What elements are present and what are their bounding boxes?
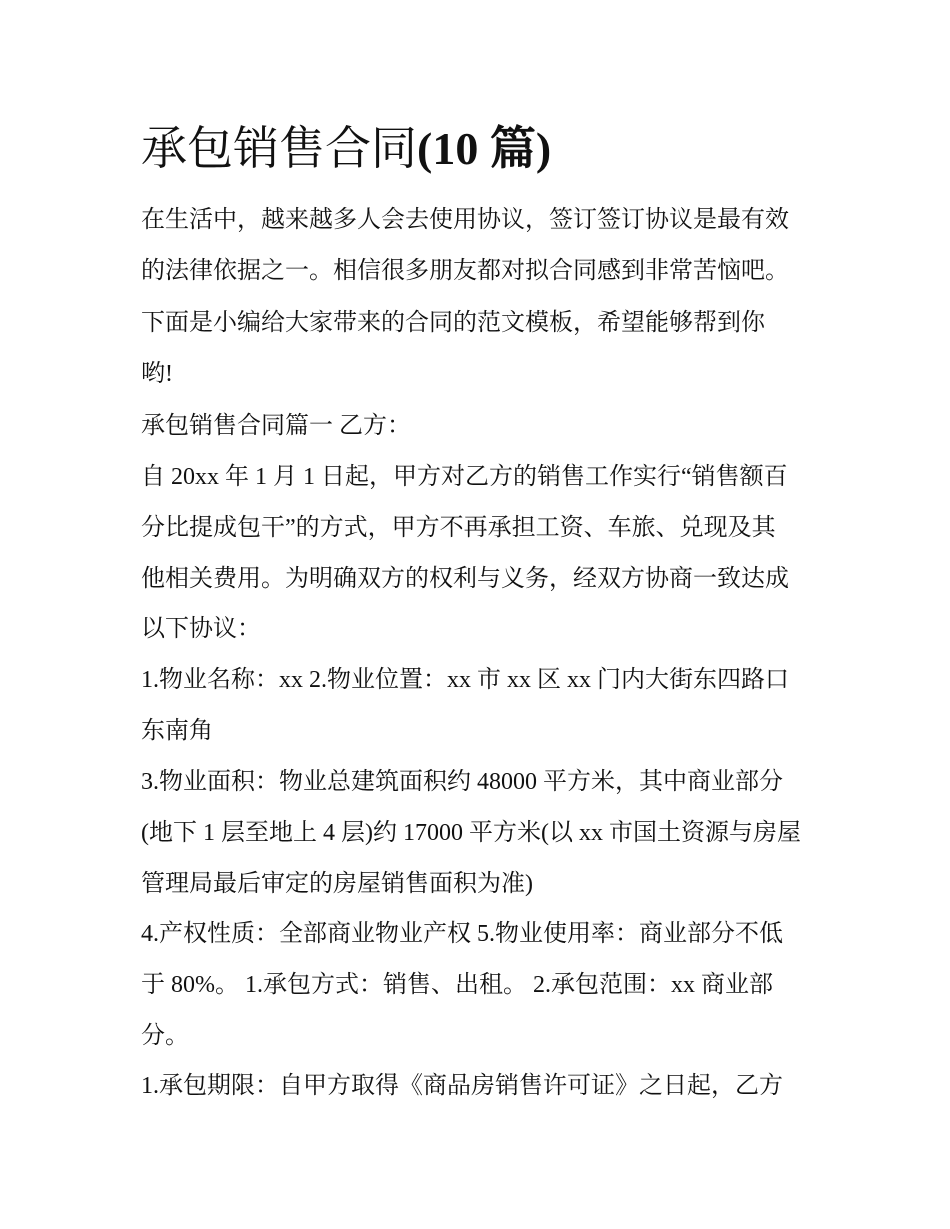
paragraph-line: 管理局最后审定的房屋销售面积为准) (141, 871, 533, 897)
paragraph-line: 哟! (141, 361, 173, 387)
paragraph-line: 下面是小编给大家带来的合同的范文模板，希望能够帮到你 (141, 310, 765, 336)
document-title (141, 118, 551, 179)
paragraph-line: 分比提成包干”的方式，甲方不再承担工资、车旅、兑现及其 (141, 515, 776, 541)
paragraph-line: 3.物业面积：物业总建筑面积约 48000 平方米，其中商业部分 (141, 769, 783, 795)
paragraph-line: 以下协议： (141, 616, 261, 642)
paragraph-line: 的法律依据之一。相信很多朋友都对拟合同感到非常苦恼吧。 (141, 258, 789, 284)
paragraph-line: 分。 (141, 1023, 189, 1049)
title-count: (10 篇) (417, 123, 552, 174)
paragraph-line: 自 20xx 年 1 月 1 日起，甲方对乙方的销售工作实行“销售额百 (141, 464, 788, 490)
paragraph-line: 1.承包期限：自甲方取得《商品房销售许可证》之日起，乙方 (141, 1073, 783, 1099)
paragraph-line: 4.产权性质：全部商业物业产权 5.物业使用率：商业部分不低 (141, 921, 783, 947)
paragraph-line: (地下 1 层至地上 4 层)约 17000 平方米(以 xx 市国土资源与房屋 (141, 820, 801, 846)
title-text: 承包销售合同 (141, 121, 417, 175)
paragraph-line: 东南角 (141, 718, 213, 744)
paragraph-line: 1.物业名称：xx 2.物业位置：xx 市 xx 区 xx 门内大街东四路口 (141, 667, 789, 693)
paragraph-line: 于 80%。 1.承包方式：销售、出租。 2.承包范围：xx 商业部 (141, 972, 773, 998)
section-heading: 承包销售合同篇一 乙方： (141, 413, 411, 439)
paragraph-line: 在生活中，越来越多人会去使用协议，签订签订协议是最有效 (141, 207, 789, 233)
paragraph-line: 他相关费用。为明确双方的权利与义务，经双方协商一致达成 (141, 566, 789, 592)
